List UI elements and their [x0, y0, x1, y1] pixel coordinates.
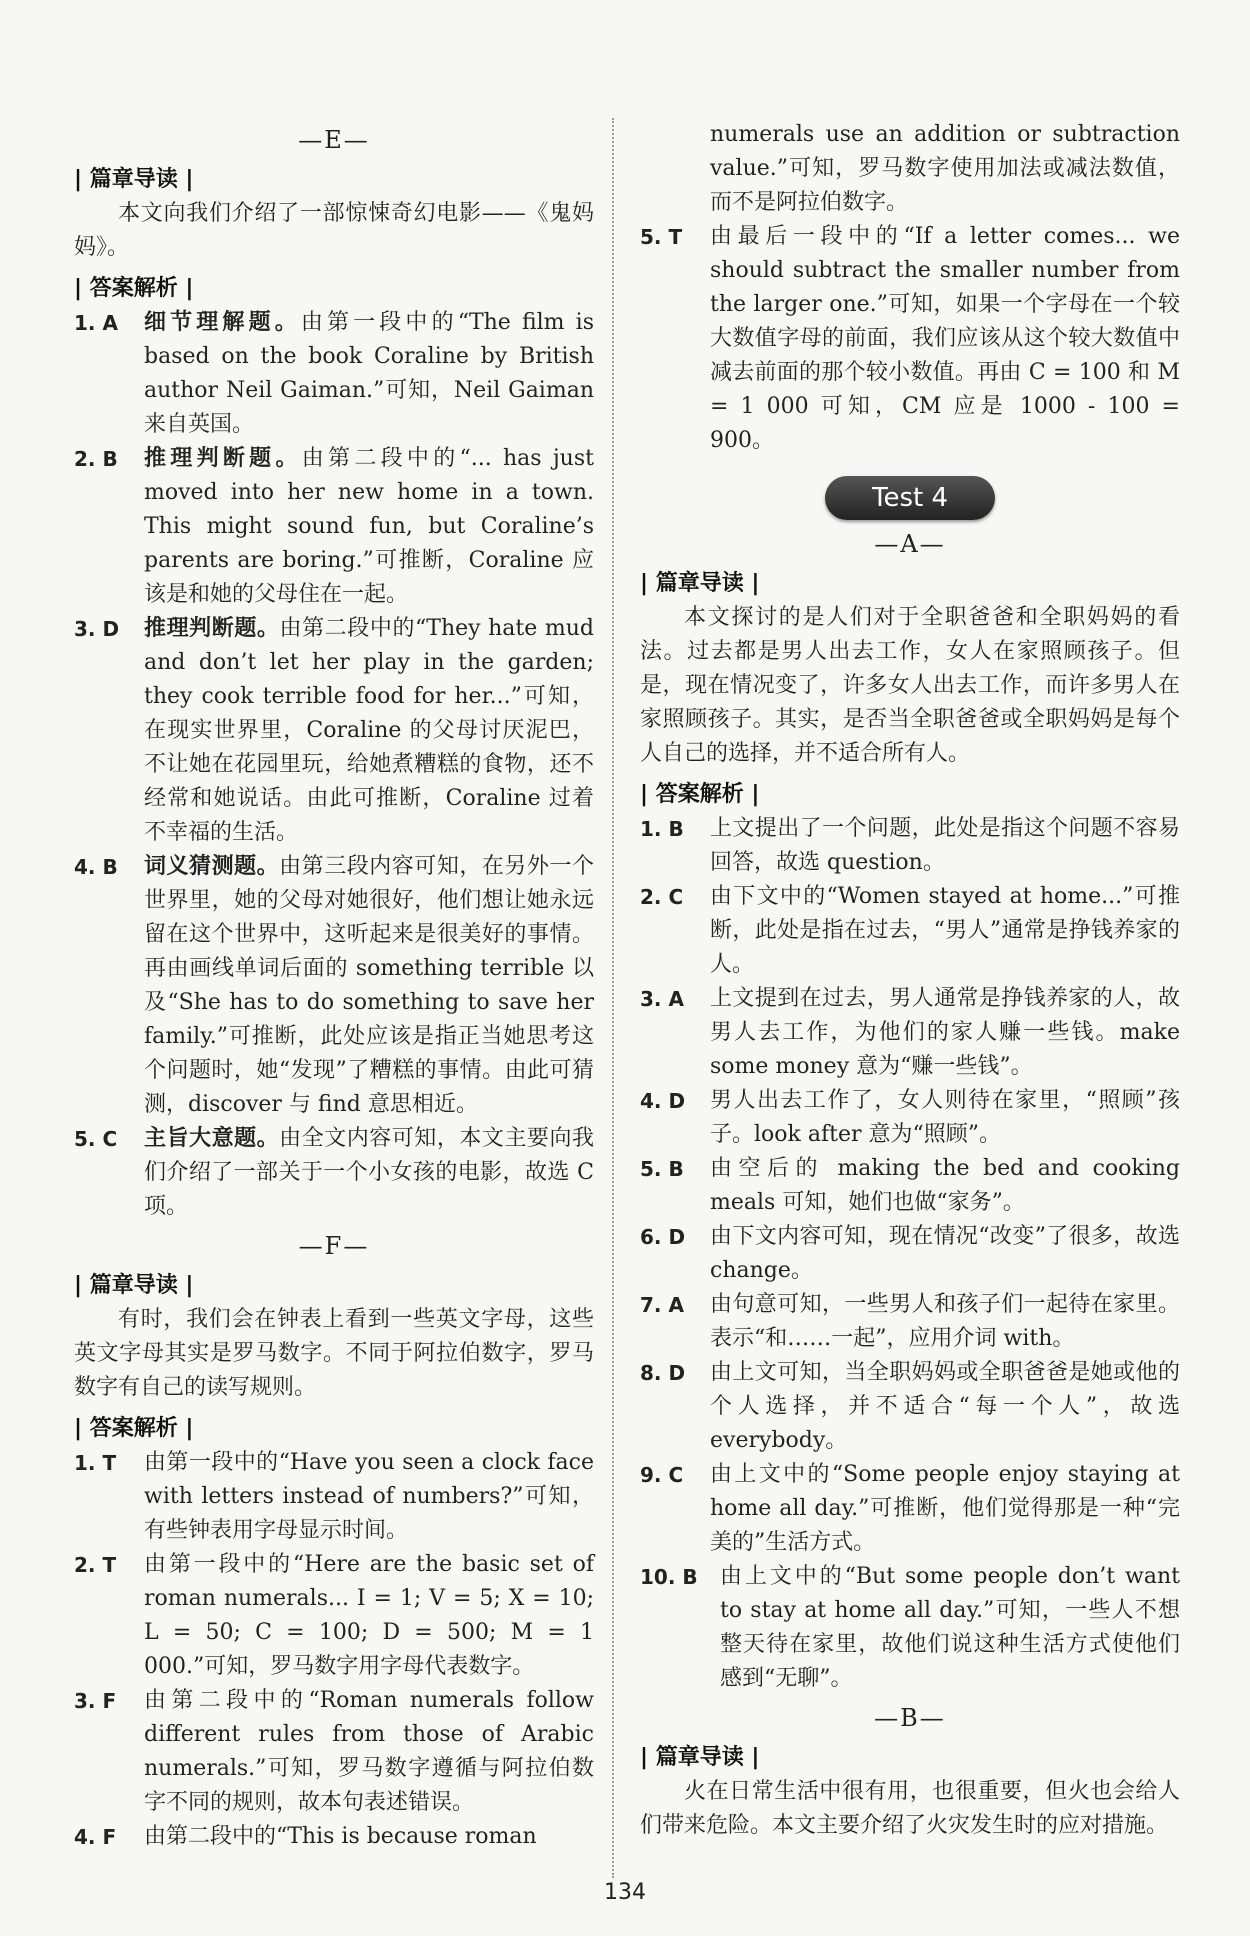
answer-text: 由下文内容可知，现在情况“改变”了很多，故选 change。 — [710, 1224, 1180, 1283]
answer-item — [640, 1288, 1180, 1356]
guide-text: 有时，我们会在钟表上看到一些英文字母，这些英文字母其实是罗马数字。不同于阿拉伯数字，罗马数字有自己的读写规则。 — [74, 1307, 594, 1400]
answer-text: 由上文中的“But some people don’t want to stay at home all day.”可知，一些人不想整天待在家里，故他们说这种生活方式使他们感到“无聊”。 — [720, 1564, 1180, 1691]
answer-text: 由第二段中的“Roman numerals follow different rules from those of Arabic numerals.”可知，罗马数字遵循与阿拉伯数字不同的规则，故本句表述错误。 — [144, 1688, 594, 1815]
guide-label: | 篇章导读 | — [74, 1273, 194, 1298]
section-title-b: —B— — [874, 1704, 946, 1732]
answer-number: 3. F — [74, 1689, 117, 1713]
answer-number: 4. F — [74, 1825, 117, 1849]
answer-item — [640, 812, 1180, 880]
answer-text: 由上文中的“Some people enjoy staying at home all day.”可推断，他们觉得那是一种“完美的”生活方式。 — [710, 1462, 1180, 1555]
answer-text: 男人出去工作了，女人则待在家里，“照顾”孩子。look after 意为“照顾”。 — [710, 1088, 1180, 1147]
answer-number: 2. C — [640, 885, 684, 909]
question-type: 推理判断题。 — [144, 446, 302, 471]
answer-text: 由句意可知，一些男人和孩子们一起待在家里。表示“和……一起”，应用介词 with。 — [710, 1292, 1180, 1351]
answer-number: 1. A — [74, 311, 118, 335]
answers-label: | 答案解析 | — [74, 276, 194, 301]
answer-number: 3. A — [640, 987, 684, 1011]
guide-text: 本文探讨的是人们对于全职爸爸和全职妈妈的看法。过去都是男人出去工作，女人在家照顾孩子。但是，现在情况变了，许多女人出去工作，而许多男人在家照顾孩子。其实，是否当全职爸爸或全职妈妈是每个人自己的选择，并不适合所有人。 — [640, 605, 1180, 766]
answer-item — [74, 1122, 594, 1224]
answer-number: 6. D — [640, 1225, 686, 1249]
right-column — [640, 118, 1180, 1843]
answer-number: 4. B — [74, 855, 118, 879]
answer-body — [144, 306, 594, 442]
question-type: 主旨大意题。 — [144, 1126, 280, 1151]
answer-item — [74, 306, 594, 442]
answer-body — [144, 850, 594, 1122]
guide-text: 本文向我们介绍了一部惊悚奇幻电影——《鬼妈妈》。 — [74, 201, 594, 260]
answer-body — [144, 612, 594, 850]
guide-label: | 篇章导读 | — [640, 1745, 760, 1770]
answer-text: 由第一段中的“The film is based on the book Coraline by British author Neil Gaiman.”可知，Neil Gaiman 来自英国。 — [144, 310, 594, 437]
answer-text: 由第二段中的“This is because roman — [144, 1824, 537, 1849]
answer-item — [640, 1458, 1180, 1560]
answer-number: 5. T — [640, 225, 683, 249]
answer-item — [74, 1446, 594, 1548]
question-type: 推理判断题。 — [144, 616, 280, 641]
answer-text: 上文提到在过去，男人通常是挣钱养家的人，故男人去工作，为他们的家人赚一些钱。make some money 意为“赚一些钱”。 — [710, 986, 1180, 1079]
answer-number: 5. B — [640, 1157, 684, 1181]
answer-text: 由第二段中的“... has just moved into her new home in a town. This might sound fun, but Coraline’s parents are boring.”可推断，Coraline 应该是和她的父母住在一起。 — [144, 446, 594, 607]
answer-number: 2. B — [74, 447, 118, 471]
answers-label: | 答案解析 | — [74, 1416, 194, 1441]
answer-item — [74, 1684, 594, 1820]
answer-item — [640, 220, 1180, 458]
section-title-e: —E— — [298, 126, 370, 154]
page-number: 134 — [604, 1880, 646, 1905]
answer-item — [74, 442, 594, 612]
answer-number: 1. B — [640, 817, 684, 841]
answer-item — [640, 1220, 1180, 1288]
answer-number: 10. B — [640, 1565, 698, 1589]
answer-number: 1. T — [74, 1451, 117, 1475]
answer-text: 由第二段中的“They hate mud and don’t let her play in the garden; they cook terrible food for her...”可知，在现实世界里，Coraline 的父母讨厌泥巴，不让她在花园里玩，给她煮糟糕的食物，还不经常和她说话。由此可推断，Coraline 过着不幸福的生活。 — [144, 616, 594, 845]
answer-number: 9. C — [640, 1463, 684, 1487]
answer-item — [74, 612, 594, 850]
guide-label: | 篇章导读 | — [74, 167, 194, 192]
answer-text: 由第一段中的“Here are the basic set of roman numerals... I = 1; V = 5; X = 10; L = 50; C = 100; D = 500; M = 1 000.”可知，罗马数字用字母代表数字。 — [144, 1552, 594, 1679]
answer-item — [74, 1820, 594, 1854]
answer-number: 5. C — [74, 1127, 118, 1151]
question-type: 词义猜测题。 — [144, 854, 280, 879]
guide-label: | 篇章导读 | — [640, 571, 760, 596]
answer-text: 由下文中的“Women stayed at home...”可推断，此处是指在过去，“男人”通常是挣钱养家的人。 — [710, 884, 1180, 977]
answer-number: 8. D — [640, 1361, 686, 1385]
answer-text: 由最后一段中的“If a letter comes... we should subtract the smaller number from the larger one.”可知，如果一个字母在一个较大数值字母的前面，我们应该从这个较大数值中减去前面的那个较小数值。再由 C = 100 和 M = 1 000 可知，CM 应是 1000 - 100 = 900。 — [710, 224, 1180, 453]
answer-text: 由全文内容可知，本文主要向我们介绍了一部关于一个小女孩的电影，故选 C 项。 — [144, 1126, 594, 1219]
answer-item — [640, 1560, 1180, 1696]
answer-continuation: numerals use an addition or subtraction value.”可知，罗马数字使用加法或减法数值，而不是阿拉伯数字。 — [710, 122, 1180, 215]
answer-body — [144, 1122, 594, 1224]
column-divider — [612, 118, 614, 1878]
answer-item — [74, 850, 594, 1122]
answer-number: 7. A — [640, 1293, 684, 1317]
answer-text: 由第三段内容可知，在另外一个世界里，她的父母对她很好，他们想让她永远留在这个世界中，这听起来是很美好的事情。再由画线单词后面的 something terrible 以及“She has to do something to save her family.”可推断，此处应该是指正当她思考这个问题时，她“发现”了糟糕的事情。由此可猜测，discover 与 find 意思相近。 — [144, 854, 594, 1117]
answer-item — [640, 1084, 1180, 1152]
test-banner: Test 4 — [825, 476, 995, 520]
answer-number: 4. D — [640, 1089, 686, 1113]
section-title-f: —F— — [298, 1232, 370, 1260]
section-title-a: —A— — [874, 530, 946, 558]
answer-item — [640, 880, 1180, 982]
answer-item — [640, 1152, 1180, 1220]
guide-text: 火在日常生活中很有用，也很重要，但火也会给人们带来危险。本文主要介绍了火灾发生时的应对措施。 — [640, 1779, 1180, 1838]
answer-body — [144, 442, 594, 612]
answer-number: 3. D — [74, 617, 120, 641]
question-type: 细节理解题。 — [144, 310, 301, 335]
answer-text: 由上文可知，当全职妈妈或全职爸爸是她或他的个人选择，并不适合“每一个人”，故选 everybody。 — [710, 1360, 1180, 1453]
answer-text: 由第一段中的“Have you seen a clock face with letters instead of numbers?”可知，有些钟表用字母显示时间。 — [144, 1450, 594, 1543]
answer-text: 由空后的 making the bed and cooking meals 可知，她们也做“家务”。 — [710, 1156, 1180, 1215]
answer-item — [640, 982, 1180, 1084]
answer-item — [74, 1548, 594, 1684]
left-column — [74, 118, 594, 1854]
answer-number: 2. T — [74, 1553, 117, 1577]
answer-text: 上文提出了一个问题，此处是指这个问题不容易回答，故选 question。 — [710, 816, 1180, 875]
answers-label: | 答案解析 | — [640, 782, 760, 807]
answer-item — [640, 1356, 1180, 1458]
